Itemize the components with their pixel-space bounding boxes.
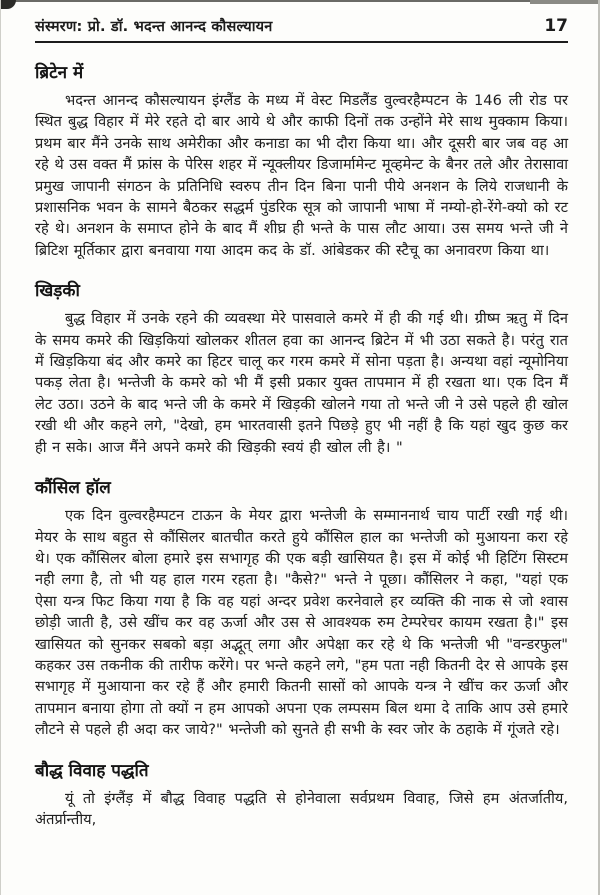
running-header-title: संस्मरण: प्रो. डॉ. भदन्त आनन्द कौसल्यायन bbox=[35, 19, 273, 35]
section-heading: खिड़की bbox=[35, 281, 80, 302]
page-content bbox=[35, 16, 568, 832]
section-heading: कौंसिल हॉल bbox=[35, 478, 111, 499]
section-council-hall bbox=[35, 475, 568, 740]
section-buddhist-marriage bbox=[35, 758, 568, 831]
scan-artifact bbox=[0, 0, 1, 895]
section-heading: ब्रिटेन में bbox=[35, 63, 84, 83]
page-number: 17 bbox=[544, 16, 568, 36]
scan-artifact bbox=[0, 0, 16, 9]
paragraph: बुद्ध विहार में उनके रहने की व्यवस्था मेरे पासवाले कमरे में ही की गई थी। ग्रीष्म ऋतु में दिन के समय कमरे की खिड़कियां खोलकर शीतल हवा का आनन्द ब्रिटेन में भी उठा सकते है। परंतु रात में खिड़किया बंद और कमरे का हिटर चालू कर गरम कमरे में सोना पड़ता है। अन्यथा वहां न्यूमोनिया पकड़ लेता है। भन्तेजी के कमरे को भी मैं इसी प्रकार युक्त तापमान में ही रखता था। एक दिन मैं लेट उठा। उठने के बाद भन्ते जी के कमरे में खिड़की खोलने गया तो भन्ते जी ने उसे पहले ही खोल रखी थी और कहने लगे, "देखो, हम भारतवासी इतने पिछड़े हुए भी नहीं है कि यहां खुद कुछ कर ही न सके। आज मैंने अपने कमरे की खिड़की स्वयं ही खोल ली है। " bbox=[35, 310, 568, 456]
scan-artifact bbox=[530, 0, 600, 4]
section-window bbox=[35, 278, 568, 458]
page-header bbox=[35, 16, 568, 43]
paragraph: यूं तो इंग्लैंड़ में बौद्ध विवाह पद्धति से होनेवाला सर्वप्रथम विवाह, जिसे हम अंतर्जातीय, अंतर्प्रान्तीय, bbox=[35, 789, 568, 828]
paragraph: एक दिन वुल्वरहैम्पटन टाऊन के मेयर द्वारा भन्तेजी के सम्माननार्थ चाय पार्टी रखी गई थी। मेयर के साथ बहुत से कौंसिलर बातचीत करते हुये कौंसिल हाल का भन्तेजी को मुआयना करा रहे थे। एक कौंसिलर बोला हमारे इस सभागृह की एक बड़ी खासियत है। इस में कोई भी हिटिंग सिस्टम नही लगा है, तो भी यह हाल गरम रहता है। "कैसे?" भन्ते ने पूछा। कौंसिलर ने कहा, "यहां एक ऐसा यन्त्र फिट किया गया है कि वह यहां अन्दर प्रवेश करनेवाले हर व्यक्ति की नाक से जो श्वास छोड़ी जाती है, उसे खींच कर वह ऊर्जा और उस से आवश्यक रुम टेम्परेचर कायम रखता है।" इस खासियत को सुनकर सबको बड़ा अद्भूत् लगा और अपेक्षा कर रहे थे कि भन्तेजी भी "वन्डरफुल" कहकर उस तकनीक की तारीफ करेंगे। पर भन्ते कहने लगे, "हम पता नही कितनी देर से आपके इस सभागृह में मुआयाना कर रहे हैं और हमारी कितनी सासों को आपके यन्त्र ने खींच कर ऊर्जा और तापमान बनाया होगा तो क्यों न हम आपको अपना एक लम्पसम बिल थमा दे ताकि आप उसे हमारे लौटने से पहले ही अदा कर जाये?" भन्तेजी को सुनते ही सभी के स्वर जोर के ठहाके में गूंजते रहे। bbox=[35, 507, 568, 739]
paragraph: भदन्त आनन्द कौसल्यायन इंग्लैंड के मध्य में वेस्ट मिडलैंड वुल्वरहैम्पटन के 146 ली रोड पर स्थित बुद्ध विहार में मेरे रहते दो बार आये थे और काफी दिनों तक उन्होंने मेरे साथ मुक्काम किया। प्रथम बार मैंने उनके साथ अमेरीका और कनाडा का भी दौरा किया था। और दूसरी बार जब वह आ रहे थे उस वक्त मैं फ्रांस के पेरिस शहर में न्यूक्लीयर डिजार्मामेन्ट मूव्हमेन्ट के बैनर तले और तेरासावा प्रमुख जापानी संगठन के प्रतिनिधि स्वरुप तीन दिन बिना पानी पीये अनशन के लिये राजधानी के प्रशासनिक भवन के सामने बैठकर सद्धर्म पुंडरिक सूत्र को जापानी भाषा में नम्यो-हो-रेंगे-क्यो को रट रहे थे। अनशन के समाप्त होने के बाद मैं शीघ्र ही भन्ते के पास लौट आया। उस समय भन्ते जी ने ब्रिटिश मूर्तिकार द्वारा बनवाया गया आदम कद के डॉ. आंबेडकर की स्टैचू का अनावरण किया था। bbox=[35, 92, 568, 259]
section-britain bbox=[35, 60, 568, 261]
scan-artifact bbox=[0, 0, 600, 2]
section-heading: बौद्ध विवाह पद्धति bbox=[35, 760, 149, 781]
